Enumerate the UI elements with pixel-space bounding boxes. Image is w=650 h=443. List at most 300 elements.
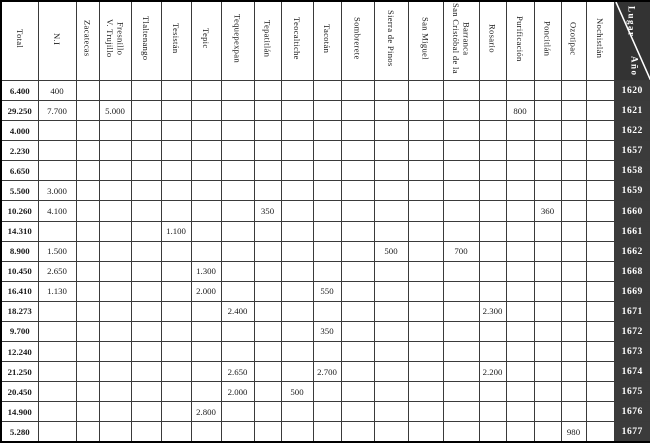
column-header-label: Zacatecas bbox=[82, 20, 93, 57]
cell bbox=[281, 221, 313, 241]
cell: 8.900 bbox=[1, 241, 38, 261]
cell bbox=[313, 402, 341, 422]
cell bbox=[408, 241, 443, 261]
cell bbox=[341, 81, 374, 101]
cell bbox=[99, 362, 131, 382]
cell: 2.230 bbox=[1, 141, 38, 161]
cell bbox=[479, 81, 506, 101]
cell: 800 bbox=[506, 101, 534, 121]
cell bbox=[191, 181, 221, 201]
cell: 550 bbox=[313, 281, 341, 301]
cell: 2.700 bbox=[313, 362, 341, 382]
cell bbox=[221, 181, 254, 201]
column-header-zacatecas bbox=[76, 1, 99, 81]
table-row-1675 bbox=[1, 382, 650, 402]
cell bbox=[254, 321, 281, 341]
cell bbox=[161, 342, 191, 362]
table-row-1672 bbox=[1, 321, 650, 341]
cell bbox=[281, 141, 313, 161]
cell: 500 bbox=[281, 382, 313, 402]
cell bbox=[408, 382, 443, 402]
table-row-1657 bbox=[1, 141, 650, 161]
cell bbox=[479, 221, 506, 241]
cell bbox=[131, 382, 161, 402]
cell bbox=[374, 281, 408, 301]
cell bbox=[561, 301, 586, 321]
cell bbox=[313, 221, 341, 241]
cell bbox=[341, 281, 374, 301]
column-header-label: Teocaltiche bbox=[292, 17, 303, 60]
year-cell: 1674 bbox=[614, 362, 650, 382]
cell: 14.900 bbox=[1, 402, 38, 422]
cell bbox=[99, 281, 131, 301]
cell: 2.650 bbox=[221, 362, 254, 382]
column-header-sombrerete bbox=[341, 1, 374, 81]
cell bbox=[313, 141, 341, 161]
column-header-label: San Miguel bbox=[420, 17, 431, 60]
corner-label-lugar: Lugar bbox=[626, 6, 637, 38]
cell bbox=[254, 121, 281, 141]
cell bbox=[443, 422, 479, 442]
year-cell: 1657 bbox=[614, 141, 650, 161]
cell bbox=[534, 422, 561, 442]
cell bbox=[161, 362, 191, 382]
cell bbox=[534, 281, 561, 301]
cell bbox=[479, 181, 506, 201]
cell bbox=[76, 121, 99, 141]
cell bbox=[191, 141, 221, 161]
cell bbox=[408, 81, 443, 101]
cell: 2.800 bbox=[191, 402, 221, 422]
cell bbox=[341, 221, 374, 241]
cell bbox=[281, 402, 313, 422]
cell bbox=[281, 81, 313, 101]
cell: 2.000 bbox=[191, 281, 221, 301]
table-row-1661 bbox=[1, 221, 650, 241]
cell bbox=[479, 201, 506, 221]
cell bbox=[254, 281, 281, 301]
cell bbox=[341, 141, 374, 161]
column-header-label: Ozotipac bbox=[568, 21, 579, 56]
cell bbox=[561, 221, 586, 241]
cell bbox=[161, 161, 191, 181]
cell bbox=[254, 342, 281, 362]
cell bbox=[254, 181, 281, 201]
cell bbox=[561, 342, 586, 362]
year-cell: 1675 bbox=[614, 382, 650, 402]
cell bbox=[281, 101, 313, 121]
cell: 5.500 bbox=[1, 181, 38, 201]
cell bbox=[161, 281, 191, 301]
cell bbox=[38, 221, 76, 241]
cell bbox=[161, 402, 191, 422]
cell: 360 bbox=[534, 201, 561, 221]
cell bbox=[408, 281, 443, 301]
column-header-tacot-n bbox=[313, 1, 341, 81]
cell bbox=[221, 422, 254, 442]
cell bbox=[191, 301, 221, 321]
cell bbox=[161, 301, 191, 321]
cell bbox=[76, 402, 99, 422]
cell: 2.200 bbox=[479, 362, 506, 382]
cell bbox=[408, 342, 443, 362]
cell bbox=[374, 161, 408, 181]
year-cell: 1659 bbox=[614, 181, 650, 201]
table-row-1621 bbox=[1, 101, 650, 121]
cell bbox=[374, 81, 408, 101]
cell bbox=[131, 321, 161, 341]
cell: 5.000 bbox=[99, 101, 131, 121]
cell bbox=[443, 321, 479, 341]
cell bbox=[443, 181, 479, 201]
cell: 350 bbox=[313, 321, 341, 341]
cell bbox=[374, 342, 408, 362]
cell bbox=[586, 121, 614, 141]
cell bbox=[281, 241, 313, 261]
cell bbox=[313, 101, 341, 121]
cell bbox=[561, 321, 586, 341]
column-header-label: Sombrerete bbox=[352, 17, 363, 60]
column-header-tepic bbox=[191, 1, 221, 81]
year-cell: 1676 bbox=[614, 402, 650, 422]
cell bbox=[99, 81, 131, 101]
cell bbox=[99, 161, 131, 181]
cell bbox=[561, 402, 586, 422]
column-header-ozotipac bbox=[561, 1, 586, 81]
year-cell: 1673 bbox=[614, 342, 650, 362]
cell bbox=[313, 342, 341, 362]
cell bbox=[586, 201, 614, 221]
cell bbox=[313, 241, 341, 261]
cell bbox=[341, 101, 374, 121]
cell: 500 bbox=[374, 241, 408, 261]
cell bbox=[479, 261, 506, 281]
cell bbox=[341, 161, 374, 181]
cell: 2.650 bbox=[38, 261, 76, 281]
cell: 7.700 bbox=[38, 101, 76, 121]
cell bbox=[534, 221, 561, 241]
column-header-label: Tequepexpan bbox=[232, 14, 243, 63]
cell bbox=[161, 181, 191, 201]
cell bbox=[254, 362, 281, 382]
cell bbox=[506, 362, 534, 382]
cell bbox=[506, 342, 534, 362]
year-cell: 1672 bbox=[614, 321, 650, 341]
cell bbox=[374, 141, 408, 161]
year-cell: 1620 bbox=[614, 81, 650, 101]
cell bbox=[131, 181, 161, 201]
cell bbox=[506, 382, 534, 402]
cell bbox=[408, 301, 443, 321]
cell bbox=[561, 181, 586, 201]
cell bbox=[99, 121, 131, 141]
cell bbox=[313, 382, 341, 402]
cell bbox=[221, 101, 254, 121]
column-header-n-i bbox=[38, 1, 76, 81]
cell bbox=[408, 181, 443, 201]
cell bbox=[479, 342, 506, 362]
cell bbox=[443, 281, 479, 301]
cell bbox=[313, 301, 341, 321]
column-header-label: Tepatitlán bbox=[262, 19, 273, 58]
cell bbox=[313, 121, 341, 141]
cell bbox=[131, 161, 161, 181]
cell bbox=[38, 382, 76, 402]
cell bbox=[221, 121, 254, 141]
column-header-tequepexpan bbox=[221, 1, 254, 81]
cell bbox=[131, 221, 161, 241]
cell bbox=[534, 382, 561, 402]
cell bbox=[99, 181, 131, 201]
cell bbox=[191, 342, 221, 362]
year-cell: 1668 bbox=[614, 261, 650, 281]
column-header-sierra-de-pinos bbox=[374, 1, 408, 81]
cell bbox=[443, 301, 479, 321]
cell bbox=[131, 101, 161, 121]
cell bbox=[131, 261, 161, 281]
cell bbox=[534, 121, 561, 141]
table-row-1658 bbox=[1, 161, 650, 181]
cell bbox=[76, 221, 99, 241]
cell bbox=[561, 362, 586, 382]
cell bbox=[38, 362, 76, 382]
cell bbox=[479, 121, 506, 141]
cell bbox=[341, 181, 374, 201]
cell bbox=[586, 161, 614, 181]
cell bbox=[534, 101, 561, 121]
table-row-1676 bbox=[1, 402, 650, 422]
cell bbox=[131, 402, 161, 422]
cell bbox=[374, 402, 408, 422]
cell bbox=[76, 81, 99, 101]
cell bbox=[443, 161, 479, 181]
cell bbox=[534, 141, 561, 161]
column-header-total bbox=[1, 1, 38, 81]
cell bbox=[586, 342, 614, 362]
cell bbox=[281, 201, 313, 221]
cell: 10.450 bbox=[1, 261, 38, 281]
cell bbox=[443, 362, 479, 382]
cell bbox=[408, 321, 443, 341]
cell bbox=[76, 342, 99, 362]
cell bbox=[443, 342, 479, 362]
cell bbox=[408, 141, 443, 161]
cell: 2.400 bbox=[221, 301, 254, 321]
cell bbox=[341, 261, 374, 281]
cell bbox=[131, 121, 161, 141]
year-cell: 1662 bbox=[614, 241, 650, 261]
cell bbox=[131, 201, 161, 221]
cell bbox=[506, 201, 534, 221]
cell bbox=[281, 362, 313, 382]
column-header-label: Rosario bbox=[487, 24, 498, 53]
cell bbox=[341, 241, 374, 261]
column-header-tepatitl-n bbox=[254, 1, 281, 81]
table-row-1622 bbox=[1, 121, 650, 141]
cell bbox=[191, 101, 221, 121]
cell: 6.400 bbox=[1, 81, 38, 101]
cell bbox=[191, 241, 221, 261]
cell bbox=[586, 301, 614, 321]
cell bbox=[534, 161, 561, 181]
cell bbox=[479, 281, 506, 301]
cell bbox=[586, 321, 614, 341]
cell bbox=[221, 342, 254, 362]
cell bbox=[221, 321, 254, 341]
cell bbox=[99, 382, 131, 402]
cell bbox=[586, 181, 614, 201]
cell bbox=[341, 321, 374, 341]
cell: 21.250 bbox=[1, 362, 38, 382]
cell bbox=[408, 101, 443, 121]
table-row-1660 bbox=[1, 201, 650, 221]
cell bbox=[408, 221, 443, 241]
cell bbox=[131, 362, 161, 382]
cell bbox=[254, 402, 281, 422]
column-header-label: Tepic bbox=[201, 28, 212, 49]
cell bbox=[341, 402, 374, 422]
year-cell: 1677 bbox=[614, 422, 650, 442]
cell bbox=[131, 241, 161, 261]
table-row-1673 bbox=[1, 342, 650, 362]
cell bbox=[221, 281, 254, 301]
cell bbox=[131, 81, 161, 101]
cell bbox=[443, 81, 479, 101]
cell bbox=[443, 121, 479, 141]
cell: 9.700 bbox=[1, 321, 38, 341]
cell bbox=[534, 362, 561, 382]
cell bbox=[586, 141, 614, 161]
cell bbox=[254, 101, 281, 121]
cell: 2.000 bbox=[221, 382, 254, 402]
cell bbox=[161, 382, 191, 402]
cell bbox=[254, 161, 281, 181]
year-cell: 1669 bbox=[614, 281, 650, 301]
cell bbox=[408, 121, 443, 141]
cell bbox=[561, 382, 586, 402]
cell bbox=[191, 321, 221, 341]
cell bbox=[506, 261, 534, 281]
cell bbox=[506, 241, 534, 261]
cell bbox=[254, 221, 281, 241]
cell bbox=[281, 422, 313, 442]
cell bbox=[76, 161, 99, 181]
cell bbox=[408, 402, 443, 422]
cell: 1.100 bbox=[161, 221, 191, 241]
cell bbox=[561, 241, 586, 261]
cell bbox=[76, 301, 99, 321]
cell bbox=[254, 301, 281, 321]
cell bbox=[99, 342, 131, 362]
cell: 350 bbox=[254, 201, 281, 221]
cell bbox=[586, 422, 614, 442]
cell bbox=[191, 362, 221, 382]
cell: 1.500 bbox=[38, 241, 76, 261]
cell bbox=[99, 422, 131, 442]
cell bbox=[341, 362, 374, 382]
cell: 6.650 bbox=[1, 161, 38, 181]
cell: 1.300 bbox=[191, 261, 221, 281]
cell bbox=[341, 301, 374, 321]
cell bbox=[76, 261, 99, 281]
cell bbox=[534, 402, 561, 422]
cell bbox=[341, 201, 374, 221]
cell bbox=[479, 161, 506, 181]
cell bbox=[586, 402, 614, 422]
cell bbox=[191, 81, 221, 101]
cell: 4.100 bbox=[38, 201, 76, 221]
cell bbox=[586, 221, 614, 241]
cell: 1.130 bbox=[38, 281, 76, 301]
cell bbox=[99, 402, 131, 422]
cell bbox=[38, 422, 76, 442]
year-cell: 1622 bbox=[614, 121, 650, 141]
cell bbox=[506, 121, 534, 141]
cell bbox=[76, 281, 99, 301]
cell bbox=[561, 121, 586, 141]
cell bbox=[443, 221, 479, 241]
cell bbox=[281, 321, 313, 341]
cell bbox=[99, 141, 131, 161]
cell bbox=[479, 382, 506, 402]
cell bbox=[374, 201, 408, 221]
cell bbox=[281, 121, 313, 141]
cell bbox=[221, 141, 254, 161]
cell bbox=[161, 101, 191, 121]
cell bbox=[38, 161, 76, 181]
cell bbox=[374, 121, 408, 141]
cell bbox=[313, 261, 341, 281]
cell: 20.450 bbox=[1, 382, 38, 402]
cell bbox=[161, 261, 191, 281]
cell bbox=[161, 241, 191, 261]
cell bbox=[191, 161, 221, 181]
cell bbox=[586, 101, 614, 121]
cell bbox=[221, 261, 254, 281]
cell bbox=[479, 241, 506, 261]
year-cell: 1621 bbox=[614, 101, 650, 121]
cell bbox=[374, 382, 408, 402]
cell: 980 bbox=[561, 422, 586, 442]
cell bbox=[506, 422, 534, 442]
cell bbox=[561, 201, 586, 221]
cell bbox=[506, 321, 534, 341]
cell bbox=[38, 141, 76, 161]
cell bbox=[341, 342, 374, 362]
cell bbox=[254, 141, 281, 161]
cell bbox=[76, 201, 99, 221]
column-header-label: Purificación bbox=[515, 15, 526, 62]
cell bbox=[534, 241, 561, 261]
cell bbox=[131, 301, 161, 321]
cell bbox=[38, 402, 76, 422]
table-row-1671 bbox=[1, 301, 650, 321]
cell bbox=[506, 301, 534, 321]
column-header-label: San Cristóbal de la Barranca bbox=[451, 3, 472, 74]
cell bbox=[161, 141, 191, 161]
cell bbox=[254, 81, 281, 101]
column-header-label: V. Trujillo Fresnillo bbox=[105, 19, 126, 58]
cell bbox=[586, 281, 614, 301]
column-header-san-miguel bbox=[408, 1, 443, 81]
cell bbox=[586, 81, 614, 101]
column-header-label: N.I bbox=[52, 32, 63, 45]
column-header-nochistl-n bbox=[586, 1, 614, 81]
cell bbox=[191, 221, 221, 241]
column-header-label: Tlaltenango bbox=[141, 16, 152, 61]
cell bbox=[76, 362, 99, 382]
year-cell: 1658 bbox=[614, 161, 650, 181]
